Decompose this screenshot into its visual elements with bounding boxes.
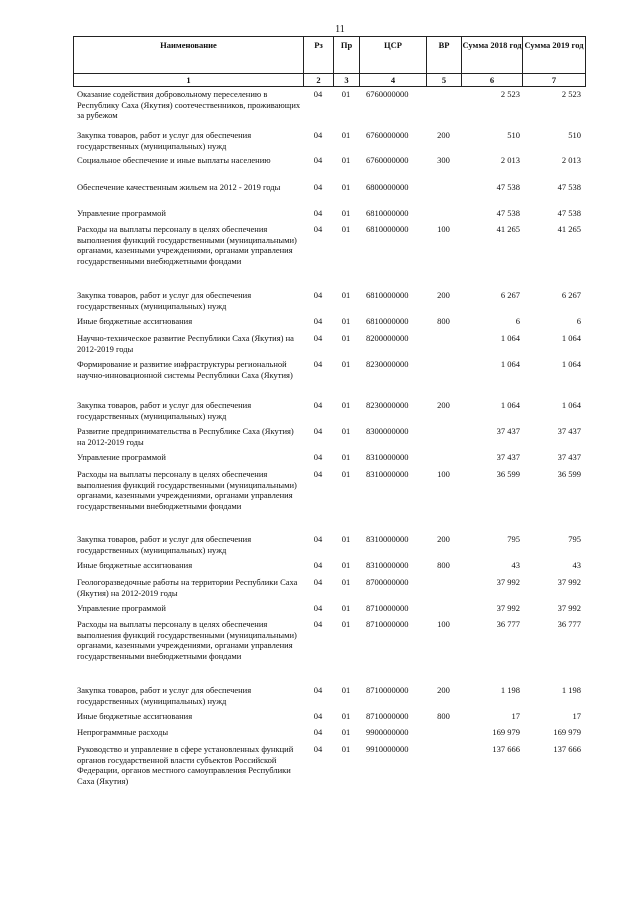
row-sum-2018: 36 599 — [496, 469, 520, 479]
row-sum-2018: 37 992 — [496, 577, 520, 587]
row-name: Расходы на выплаты персоналу в целях обеспечения выполнения функций государственными (муниципальными) органами, казенными учреждениями, органами управления государственными внебюджетными фондами — [77, 469, 297, 511]
row-rz: 04 — [313, 560, 323, 570]
row-sum-2019: 41 265 — [557, 224, 581, 234]
row-sum-2018: 795 — [507, 534, 520, 544]
row-rz: 04 — [313, 316, 323, 326]
row-csr: 6760000000 — [366, 130, 409, 140]
row-pr: 01 — [341, 727, 351, 737]
row-rz: 04 — [313, 359, 323, 369]
table-row — [73, 182, 585, 193]
row-name: Обеспечение качественным жильем на 2012 - 2019 годы — [77, 182, 281, 192]
row-sum-2018: 1 198 — [500, 685, 520, 695]
row-rz: 04 — [313, 426, 323, 436]
row-pr: 01 — [341, 155, 351, 165]
row-pr: 01 — [341, 534, 351, 544]
table-body — [73, 89, 585, 809]
row-name: Управление программой — [77, 208, 166, 218]
row-pr: 01 — [341, 359, 351, 369]
row-csr: 8200000000 — [366, 333, 409, 343]
row-pr: 01 — [341, 316, 351, 326]
row-rz: 04 — [313, 744, 323, 754]
row-sum-2018: 1 064 — [500, 359, 520, 369]
row-pr: 01 — [341, 469, 351, 479]
row-sum-2019: 37 992 — [557, 577, 581, 587]
row-rz: 04 — [313, 534, 323, 544]
row-vr: 100 — [437, 619, 450, 629]
row-pr: 01 — [341, 603, 351, 613]
row-sum-2019: 1 064 — [561, 359, 581, 369]
row-sum-2019: 37 992 — [557, 603, 581, 613]
row-csr: 8230000000 — [366, 400, 409, 410]
row-rz: 04 — [313, 603, 323, 613]
table-row — [73, 130, 585, 151]
row-name: Закупка товаров, работ и услуг для обеспечения государственных (муниципальных) нужд — [77, 685, 252, 706]
row-csr: 8710000000 — [366, 711, 409, 721]
table-row — [73, 534, 585, 555]
table-row — [73, 224, 585, 266]
row-rz: 04 — [313, 400, 323, 410]
row-name: Научно-техническое развитие Республики Саха (Якутия) на 2012-2019 годы — [77, 333, 294, 354]
column-number: 5 — [427, 74, 462, 87]
row-csr: 8710000000 — [366, 685, 409, 695]
row-pr: 01 — [341, 744, 351, 754]
row-rz: 04 — [313, 89, 323, 99]
row-sum-2019: 6 — [576, 316, 581, 326]
row-vr: 800 — [437, 560, 450, 570]
row-vr: 300 — [437, 155, 450, 165]
row-pr: 01 — [341, 560, 351, 570]
row-pr: 01 — [341, 685, 351, 695]
row-sum-2018: 37 437 — [496, 452, 520, 462]
row-pr: 01 — [341, 426, 351, 436]
row-vr: 200 — [437, 685, 450, 695]
table-row — [73, 469, 585, 511]
row-pr: 01 — [341, 290, 351, 300]
row-sum-2019: 1 064 — [561, 333, 581, 343]
header-sum-2018: Сумма 2018 год — [462, 37, 523, 74]
row-vr: 800 — [437, 316, 450, 326]
row-sum-2018: 1 064 — [500, 333, 520, 343]
row-sum-2018: 2 013 — [500, 155, 520, 165]
row-vr: 200 — [437, 290, 450, 300]
table-row — [73, 685, 585, 706]
row-sum-2019: 169 979 — [553, 727, 581, 737]
row-pr: 01 — [341, 711, 351, 721]
row-sum-2018: 47 538 — [496, 182, 520, 192]
row-sum-2019: 36 777 — [557, 619, 581, 629]
row-rz: 04 — [313, 619, 323, 629]
table-row — [73, 89, 585, 121]
row-sum-2019: 137 666 — [553, 744, 581, 754]
row-name: Закупка товаров, работ и услуг для обеспечения государственных (муниципальных) нужд — [77, 400, 252, 421]
header-pr: Пр — [334, 37, 360, 74]
row-sum-2019: 2 523 — [561, 89, 581, 99]
row-rz: 04 — [313, 711, 323, 721]
row-sum-2019: 6 267 — [561, 290, 581, 300]
header-vr: ВР — [427, 37, 462, 74]
row-rz: 04 — [313, 333, 323, 343]
row-pr: 01 — [341, 333, 351, 343]
row-rz: 04 — [313, 727, 323, 737]
row-pr: 01 — [341, 619, 351, 629]
row-name: Закупка товаров, работ и услуг для обеспечения государственных (муниципальных) нужд — [77, 130, 252, 151]
row-sum-2019: 47 538 — [557, 182, 581, 192]
row-pr: 01 — [341, 182, 351, 192]
row-name: Управление программой — [77, 603, 166, 613]
row-rz: 04 — [313, 182, 323, 192]
column-number: 6 — [462, 74, 523, 87]
row-sum-2018: 169 979 — [492, 727, 520, 737]
row-csr: 6810000000 — [366, 316, 409, 326]
table-row — [73, 359, 585, 380]
row-name: Социальное обеспечение и иные выплаты населению — [77, 155, 271, 165]
row-name: Иные бюджетные ассигнования — [77, 316, 193, 326]
row-sum-2018: 47 538 — [496, 208, 520, 218]
row-name: Иные бюджетные ассигнования — [77, 560, 193, 570]
header-rz: Рз — [304, 37, 334, 74]
row-name: Непрограммные расходы — [77, 727, 169, 737]
row-name: Управление программой — [77, 452, 166, 462]
header-name: Наименование — [74, 37, 304, 74]
row-rz: 04 — [313, 130, 323, 140]
row-sum-2019: 43 — [572, 560, 581, 570]
page-number: 11 — [335, 24, 345, 35]
table-row — [73, 711, 585, 722]
row-sum-2018: 1 064 — [500, 400, 520, 410]
table-row — [73, 727, 585, 738]
table-row — [73, 316, 585, 327]
header-sum-2019: Сумма 2019 год — [523, 37, 586, 74]
row-csr: 8300000000 — [366, 426, 409, 436]
row-sum-2018: 37 992 — [496, 603, 520, 613]
row-csr: 6760000000 — [366, 155, 409, 165]
row-sum-2018: 17 — [511, 711, 520, 721]
row-name: Иные бюджетные ассигнования — [77, 711, 193, 721]
row-name: Геологоразведочные работы на территории Республики Саха (Якутия) на 2012-2019 годы — [77, 577, 298, 598]
row-vr: 200 — [437, 400, 450, 410]
row-csr: 8310000000 — [366, 452, 409, 462]
row-pr: 01 — [341, 208, 351, 218]
table-row — [73, 333, 585, 354]
table-row — [73, 400, 585, 421]
row-sum-2019: 510 — [568, 130, 581, 140]
row-sum-2018: 137 666 — [492, 744, 520, 754]
row-pr: 01 — [341, 577, 351, 587]
row-csr: 8230000000 — [366, 359, 409, 369]
table-row — [73, 577, 585, 598]
table-row — [73, 452, 585, 463]
row-sum-2019: 47 538 — [557, 208, 581, 218]
row-sum-2018: 37 437 — [496, 426, 520, 436]
row-rz: 04 — [313, 155, 323, 165]
row-sum-2018: 41 265 — [496, 224, 520, 234]
row-sum-2019: 1 064 — [561, 400, 581, 410]
row-csr: 8710000000 — [366, 603, 409, 613]
row-csr: 9910000000 — [366, 744, 409, 754]
row-name: Расходы на выплаты персоналу в целях обеспечения выполнения функций государственными (муниципальными) органами, казенными учреждениями, органами управления государственными внебюджетными фондами — [77, 619, 297, 661]
row-name: Закупка товаров, работ и услуг для обеспечения государственных (муниципальных) нужд — [77, 534, 252, 555]
row-name: Оказание содействия добровольному переселению в Республику Саха (Якутия) соотечественников, проживающих за рубежом — [77, 89, 301, 121]
row-sum-2019: 17 — [572, 711, 581, 721]
row-vr: 800 — [437, 711, 450, 721]
row-csr: 6810000000 — [366, 290, 409, 300]
row-csr: 6810000000 — [366, 224, 409, 234]
row-sum-2019: 37 437 — [557, 426, 581, 436]
row-sum-2019: 37 437 — [557, 452, 581, 462]
row-rz: 04 — [313, 290, 323, 300]
row-pr: 01 — [341, 130, 351, 140]
row-csr: 8710000000 — [366, 619, 409, 629]
row-csr: 8310000000 — [366, 534, 409, 544]
row-rz: 04 — [313, 685, 323, 695]
row-rz: 04 — [313, 469, 323, 479]
row-rz: 04 — [313, 577, 323, 587]
row-vr: 100 — [437, 224, 450, 234]
row-rz: 04 — [313, 208, 323, 218]
row-sum-2019: 795 — [568, 534, 581, 544]
row-csr: 8700000000 — [366, 577, 409, 587]
row-sum-2019: 1 198 — [561, 685, 581, 695]
row-sum-2019: 36 599 — [557, 469, 581, 479]
column-number: 4 — [360, 74, 427, 87]
row-rz: 04 — [313, 224, 323, 234]
row-csr: 9900000000 — [366, 727, 409, 737]
row-sum-2018: 2 523 — [500, 89, 520, 99]
row-vr: 100 — [437, 469, 450, 479]
table-row — [73, 426, 585, 447]
table-row — [73, 290, 585, 311]
row-csr: 6810000000 — [366, 208, 409, 218]
column-number: 7 — [523, 74, 586, 87]
row-sum-2018: 6 — [515, 316, 520, 326]
row-csr: 6760000000 — [366, 89, 409, 99]
row-pr: 01 — [341, 452, 351, 462]
row-name: Закупка товаров, работ и услуг для обеспечения государственных (муниципальных) нужд — [77, 290, 252, 311]
table-header — [73, 36, 586, 87]
table-row — [73, 603, 585, 614]
row-sum-2018: 43 — [511, 560, 520, 570]
row-sum-2018: 510 — [507, 130, 520, 140]
table-row — [73, 155, 585, 166]
column-number: 1 — [74, 74, 304, 87]
row-name: Расходы на выплаты персоналу в целях обеспечения выполнения функций государственными (муниципальными) органами, казенными учреждениями, органами управления государственными внебюджетными фондами — [77, 224, 297, 266]
column-number: 3 — [334, 74, 360, 87]
row-csr: 8310000000 — [366, 560, 409, 570]
row-csr: 8310000000 — [366, 469, 409, 479]
row-csr: 6800000000 — [366, 182, 409, 192]
row-pr: 01 — [341, 224, 351, 234]
row-sum-2018: 6 267 — [500, 290, 520, 300]
row-pr: 01 — [341, 400, 351, 410]
table-row — [73, 619, 585, 661]
table-row — [73, 744, 585, 786]
row-sum-2018: 36 777 — [496, 619, 520, 629]
row-name: Формирование и развитие инфраструктуры региональной научно-инновационной системы Республики Саха (Якутия) — [77, 359, 293, 380]
table-row — [73, 208, 585, 219]
column-number: 2 — [304, 74, 334, 87]
table-row — [73, 560, 585, 571]
header-csr: ЦСР — [360, 37, 427, 74]
row-name: Развитие предпринимательства в Республике Саха (Якутия) на 2012-2019 годы — [77, 426, 294, 447]
row-rz: 04 — [313, 452, 323, 462]
row-vr: 200 — [437, 534, 450, 544]
row-sum-2019: 2 013 — [561, 155, 581, 165]
row-pr: 01 — [341, 89, 351, 99]
row-name: Руководство и управление в сфере установленных функций органов государственной власти субъектов Российской Федерации, органов местного самоуправления Республики Саха (Якутия) — [77, 744, 294, 786]
row-vr: 200 — [437, 130, 450, 140]
